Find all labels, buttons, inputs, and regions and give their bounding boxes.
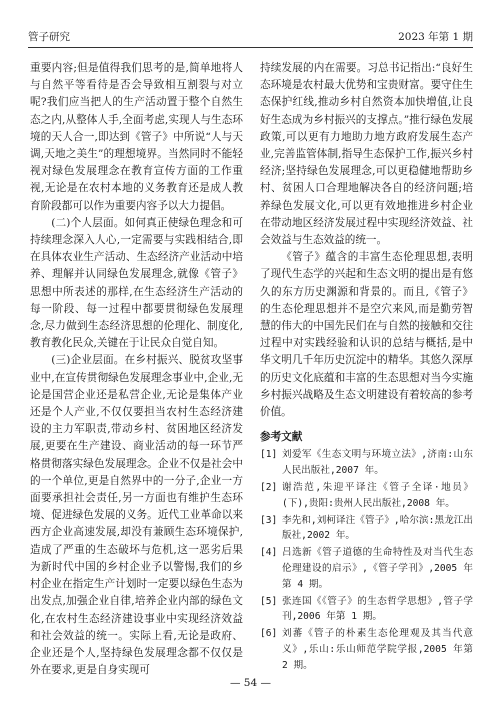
journal-name: 管子研究 [28,31,70,43]
issue-label: 2023 年第 1 期 [398,31,473,43]
reference-text: 李先和,刘柯译注《管子》,哈尔滨:黑龙江出版社,2002 年。 [282,514,473,542]
reference-number: [6] [260,628,278,640]
paragraph: 持续发展的内在需要。习总书记指出:“良好生态环境是农村最大优势和宝贵财富。要守住生态保护红线,推动乡村自然资本加快增值,让良好生态成为乡村振兴的支撑点。”推行绿色发展政策,可以更有力地助力地方政府发展生态产业,完善监管体制,指导生态保护工作,振兴乡村经济;坚持绿色发展理念,可以更稳健地帮助乡村、贫困人口合理地解决各自的经济问题;培养绿色发展文化,可以更有效地推进乡村企业在带动地区经济发展过程中实现经济效益、社会效益与生态效益的统一。 [260,62,473,247]
page-number: — 54 — [229,677,272,689]
reference-text: 张连国《《管子》的生态哲学思想》,管子学刊,2006 年第 1 期。 [282,595,473,623]
reference-text: 刘爱军《生态文明与环境立法》,济南:山东人民出版社,2007 年。 [282,449,473,477]
left-column [30,60,243,679]
reference-number: [4] [260,547,278,559]
reference-number: [1] [260,449,278,461]
reference-list [260,447,473,673]
paragraph: 《管子》蕴含的丰富生态伦理思想,表明了现代生态学的兴起和生态文明的提出是有悠久的东方历史渊源和背景的。而且,《管子》的生态伦理思想并不是空穴来风,而是勤劳智慧的伟大的中国先民们在与自然的接触和交往过程中对实践经验和认识的总结与概括,是中华文明几千年历史沉淀中的精华。其悠久深厚的历史文化底蕴和丰富的生态思想对当今实施乡村振兴战略及生态文明建设有着较高的参考价值。 [260,251,473,419]
reference-number: [5] [260,595,278,607]
reference-item [260,626,473,673]
reference-text: 谢浩范,朱迎平译注《管子全译·地员》(下),贵阳:贵州人民出版社,2008 年。 [282,482,473,509]
reference-text: 刘蕃《管子的朴素生态伦理观及其当代意义》,乐山:乐山师范学院学报,2005 年第 2 期。 [282,628,473,671]
reference-item [260,480,473,512]
reference-number: [3] [260,514,278,526]
reference-item [260,594,473,626]
reference-item [260,447,473,479]
reference-item [260,545,473,592]
paragraph: 重要内容;但是值得我们思考的是,简单地将人与自然平等看待是否会导致相互割裂与对立呢?我们应当把人的生产活动置于整个自然生态之内,从整体人手,全面考虑,实现人与生态环境的天人合一,即达到《管子》中所说“人与天调,天地之美生”的理想境界。当然同时不能轻视对绿色发展理念在教育宣传方面的工作重视,无论是在农村本地的义务教育还是成人教育阶段都可以作为重要内容予以大力提倡。 [30,62,243,212]
paragraph: (二)个人层面。如何真正使绿色理念和可持续理念深入人心,一定需要与实践相结合,即在具体农业生产活动、生态经济产业活动中培养、理解并认同绿色发展理念,就像《管子》思想中所表述的那样,在生态经济生产活动的每一阶段、每一过程中都要贯彻绿色发展理念,尽力做到生态经济思想的伦理化、制度化,教育教化民众,关键在于让民众自觉自知。 [30,216,243,350]
running-header [28,26,473,48]
reference-item [260,513,473,545]
right-column [260,60,473,674]
paragraph: (三)企业层面。在乡村振兴、脱贫攻坚事业中,在宣传贯彻绿色发展理念事业中,企业,无论是国营企业还是私营企业,无论是集体产业还是个人产业,不仅仅要担当农村生态经济建设的主力军职责,带动乡村、贫困地区经济发展,更要在生产建设、商业活动的每一环节严格贯彻落实绿色发展理念。企业不仅是社会中的一个单位,更是自然界中的一分子,企业一方面要承担社会责任,另一方面也有维护生态环境、促进绿色发展的义务。近代工业革命以来西方企业高速发展,却没有兼顾生态环境保护,造成了严重的生态破坏与危机,这一恶劣后果为新时代中国的乡村企业予以警惕,我们的乡村企业在指定生产计划时一定要以绿色生态为出发点,加强企业自律,培养企业内部的绿色文化,在农村生态经济建设事业中实现经济效益和社会效益的统一。实际上看,无论是政府、企业还是个人,坚持绿色发展理念都不仅仅是外在要求,更是自身实现可 [30,354,243,677]
reference-text: 吕选新《管子道德的生命特性及对当代生态伦理建设的启示》,《管子学刊》,2005 年第 4 期。 [282,547,473,590]
reference-number: [2] [260,482,278,494]
references-heading: 参考文献 [260,431,303,444]
